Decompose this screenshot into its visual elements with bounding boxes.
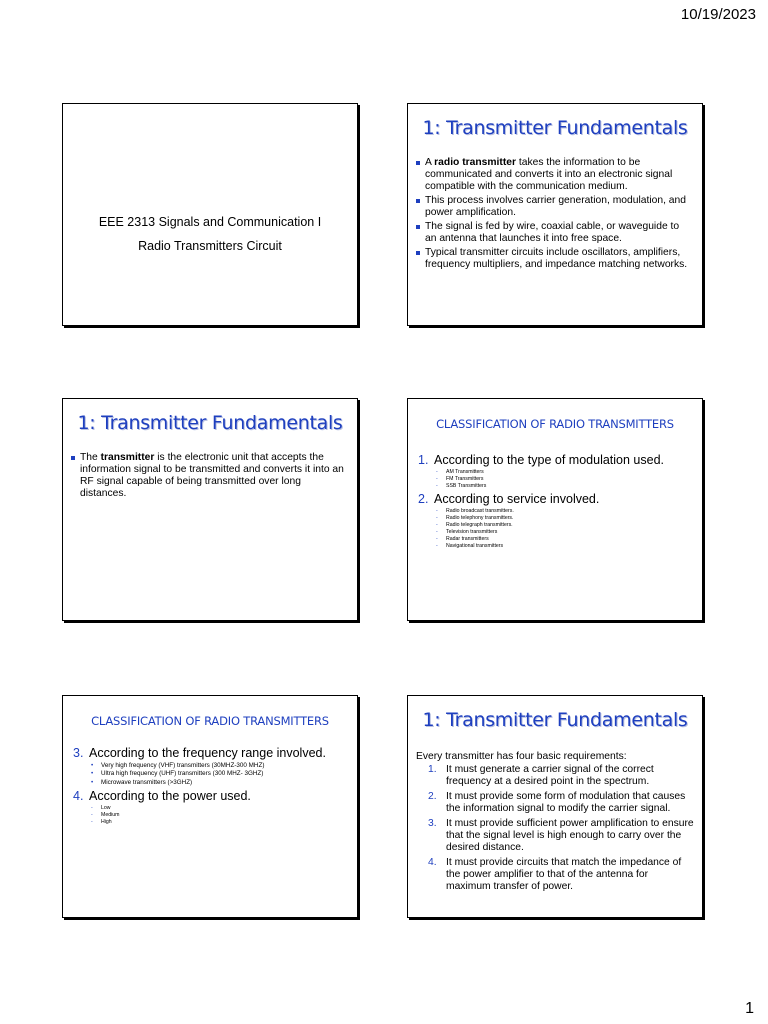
sub-item: - AM Transmitters: [436, 469, 484, 475]
list-item: 1. According to the type of modulation used.: [418, 453, 665, 467]
slide-title: [62, 103, 358, 326]
square-bullet-icon: [416, 199, 420, 203]
slide-heading: CLASSIFICATION OF RADIO TRANSMITTERS: [91, 714, 329, 728]
bullet-item: The signal is fed by wire, coaxial cable, or waveguide to an antenna that launches it into free space.: [416, 221, 692, 245]
intro-text: Every transmitter has four basic requirements:: [416, 751, 627, 762]
slide-transmitter-fundamentals-3: [407, 695, 703, 918]
sub-list: [73, 762, 349, 787]
slide-heading: 1: Transmitter Fundamentals: [422, 117, 688, 139]
sub-list: [418, 469, 694, 490]
sub-item: - FM Transmitters: [436, 476, 484, 482]
slide-transmitter-fundamentals-1: [407, 103, 703, 326]
sub-item: - Low: [91, 804, 111, 811]
bullet-item: Typical transmitter circuits include oscillators, amplifiers, frequency multipliers, and impedance matching networks.: [416, 247, 692, 271]
numbered-list: [63, 746, 357, 826]
sub-item: - Television transmitters: [436, 529, 498, 535]
sub-item: - Radio telephony transmitters.: [436, 515, 514, 521]
bullet-item: This process involves carrier generation, modulation, and power amplification.: [416, 195, 692, 219]
numbered-list: [408, 453, 702, 550]
list-item: 4. According to the power used.: [73, 788, 251, 803]
print-date: 10/19/2023: [680, 6, 756, 23]
requirement-item: 1. It must generate a carrier signal of the correct frequency at a desired point in the spectrum.: [428, 764, 654, 787]
sub-item: - Radar transmitters: [436, 536, 489, 542]
slide-heading: 1: Transmitter Fundamentals: [422, 709, 688, 731]
sub-item: • Ultra high frequency (UHF) transmitters (300 MHZ- 3GHZ): [91, 770, 264, 778]
sub-list: [418, 508, 694, 550]
cover-text: [63, 212, 357, 256]
sub-item: - Navigational transmitters: [436, 543, 504, 549]
square-bullet-icon: [71, 456, 75, 460]
list-item: 3. According to the frequency range involved.: [73, 746, 326, 760]
sub-item: - Radio telegraph transmitters.: [436, 522, 513, 528]
sub-item: • Microwave transmitters (>3GHZ): [91, 778, 193, 786]
square-bullet-icon: [416, 225, 420, 229]
requirement-item: 4. It must provide circuits that match the impedance of the power amplifier to that of the antenna for maximum transfer of power.: [428, 857, 682, 892]
sub-list: [73, 805, 349, 826]
bullet-list: [408, 157, 702, 271]
sub-item: - High: [91, 818, 112, 825]
course-title: EEE 2313 Signals and Communication I: [98, 215, 322, 229]
sub-item: - Radio broadcast transmitters.: [436, 508, 514, 514]
square-bullet-icon: [416, 251, 420, 255]
slide-heading: CLASSIFICATION OF RADIO TRANSMITTERS: [436, 417, 674, 431]
square-bullet-icon: [416, 161, 420, 165]
requirement-item: 2. It must provide some form of modulation that causes the information signal to modify the carrier signal.: [428, 791, 686, 814]
sub-item: • Very high frequency (VHF) transmitters (30MHZ-300 MHZ): [91, 762, 265, 769]
sub-item: - Medium: [91, 811, 120, 818]
list-item: 2. According to service involved.: [418, 492, 600, 506]
requirement-item: 3. It must provide sufficient power amplification to ensure that the signal level is high enough to carry over the desired distance.: [428, 818, 694, 853]
page-number: 1: [745, 1000, 754, 1017]
lecture-title: Radio Transmitters Circuit: [138, 239, 282, 253]
bullet-item: A radio transmitter takes the information to be communicated and converts it into an electronic signal compatible with the communication medium.: [416, 157, 692, 193]
slide-classification-1: [407, 398, 703, 621]
bullet-list: [63, 452, 357, 500]
requirements-list: [408, 764, 702, 893]
sub-item: - SSB Transmitters: [436, 483, 487, 489]
bullet-item: The transmitter is the electronic unit that accepts the information signal to be transmitted and converts it into an RF signal capable of being transmitted over long distances.: [71, 452, 347, 500]
slide-classification-2: [62, 695, 358, 918]
slide-transmitter-fundamentals-2: [62, 398, 358, 621]
slide-heading: 1: Transmitter Fundamentals: [77, 412, 343, 434]
